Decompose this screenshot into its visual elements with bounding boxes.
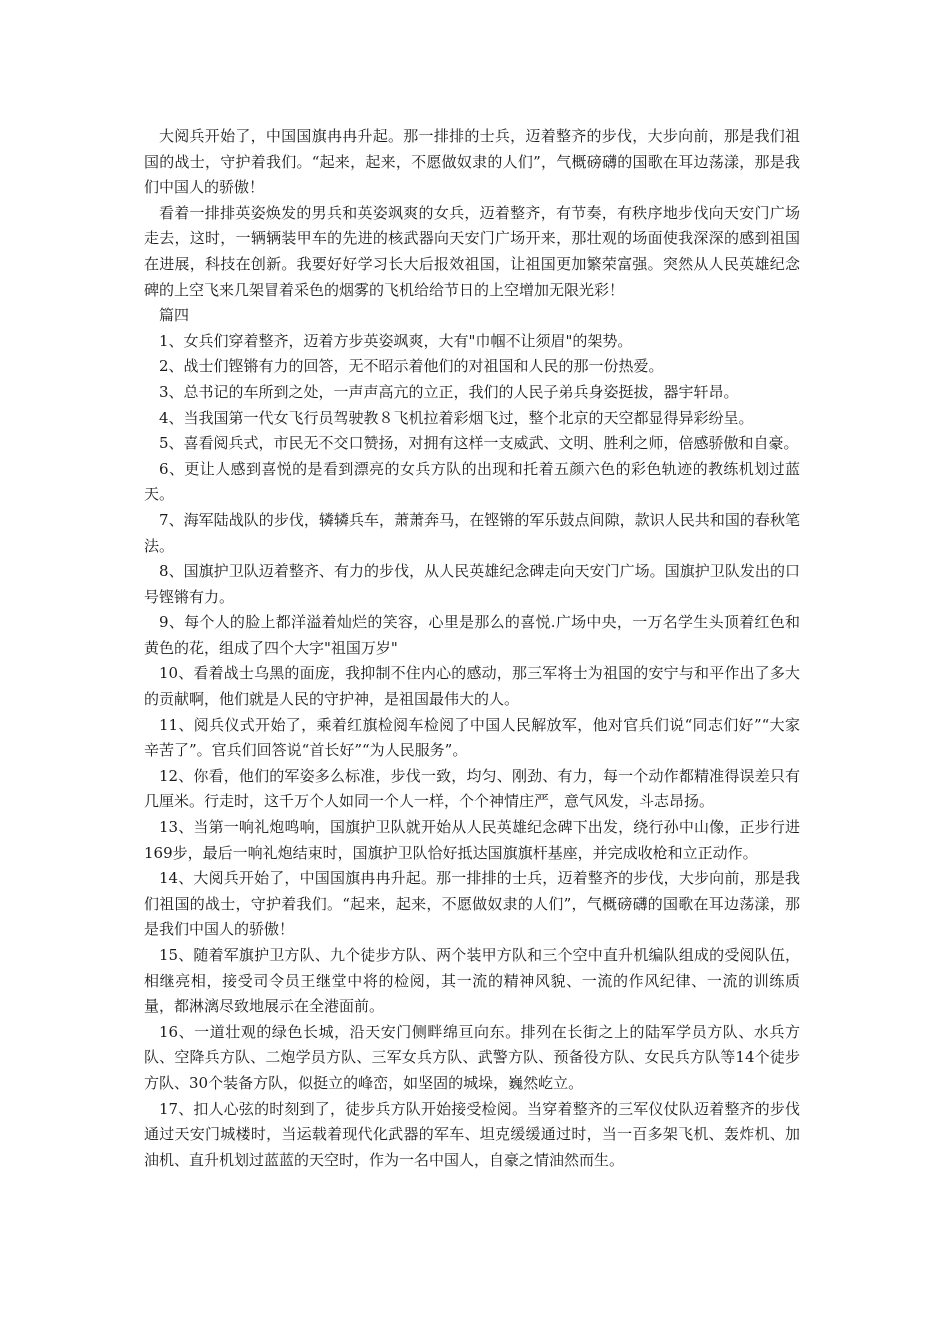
list-item: 12、你看，他们的军姿多么标准，步伐一致，均匀、刚劲、有力，每一个动作都精准得误差只有几厘米。行走时，这千万个人如同一个人一样，个个神情庄严，意气风发，斗志昂扬。 bbox=[144, 766, 800, 811]
list-item: 15、随着军旗护卫方队、九个徒步方队、两个装甲方队和三个空中直升机编队组成的受阅队伍，相继亮相，接受司令员王继堂中将的检阅，其一流的精神风貌、一流的作风纪律、一流的训练质量，都淋漓尽致地展示在全港面前。 bbox=[144, 946, 800, 1016]
document-body bbox=[144, 124, 800, 1173]
list-item: 10、看着战士乌黑的面庞，我抑制不住内心的感动，那三军将士为祖国的安宁与和平作出了多大的贡献啊，他们就是人民的守护神，是祖国最伟大的人。 bbox=[144, 664, 800, 709]
list-item: 14、大阅兵开始了，中国国旗冉冉升起。那一排排的士兵，迈着整齐的步伐，大步向前，那是我们祖国的战士，守护着我们。“起来，起来，不愿做奴隶的人们”，气概磅礴的国歌在耳边荡漾，那是我们中国人的骄傲！ bbox=[144, 869, 800, 939]
list-item: 6、更让人感到喜悦的是看到漂亮的女兵方队的出现和托着五颜六色的彩色轨迹的教练机划过蓝天。 bbox=[144, 459, 800, 504]
list-item: 1、女兵们穿着整齐，迈着方步英姿飒爽，大有"巾帼不让须眉"的架势。 bbox=[159, 331, 633, 350]
list-item: 16、一道壮观的绿色长城，沿天安门侧畔绵亘向东。排列在长街之上的陆军学员方队、水兵方队、空降兵方队、二炮学员方队、三军女兵方队、武警方队、预备役方队、女民兵方队等14个徒步方队、30个装备方队，似挺立的峰峦，如坚固的城垛，巍然屹立。 bbox=[144, 1022, 800, 1092]
intro-paragraph-2: 看着一排排英姿焕发的男兵和英姿飒爽的女兵，迈着整齐，有节奏，有秩序地步伐向天安门广场走去，这时，一辆辆装甲车的先进的核武器向天安门广场开来，那壮观的场面使我深深的感到祖国在进展，科技在创新。我要好好学习长大后报效祖国，让祖国更加繁荣富强。突然从人民英雄纪念碑的上空飞来几架冒着采色的烟雾的飞机给给节日的上空增加无限光彩！ bbox=[144, 203, 800, 299]
intro-paragraph-1: 大阅兵开始了，中国国旗冉冉升起。那一排排的士兵，迈着整齐的步伐，大步向前，那是我们祖国的战士，守护着我们。“起来，起来，不愿做奴隶的人们”，气概磅礴的国歌在耳边荡漾，那是我们中国人的骄傲！ bbox=[144, 127, 800, 197]
list-item: 5、喜看阅兵式，市民无不交口赞扬，对拥有这样一支威武、文明、胜利之师，倍感骄傲和自豪。 bbox=[159, 434, 799, 453]
list-item: 17、扣人心弦的时刻到了，徒步兵方队开始接受检阅。当穿着整齐的三军仪仗队迈着整齐的步伐通过天安门城楼时，当运载着现代化武器的军车、坦克缓缓通过时，当一百多架飞机、轰炸机、加油机、直升机划过蓝蓝的天空时，作为一名中国人，自豪之情油然而生。 bbox=[144, 1099, 800, 1169]
list-item: 2、战士们铿锵有力的回答，无不昭示着他们的对祖国和人民的那一份热爱。 bbox=[159, 357, 664, 376]
list-item: 11、阅兵仪式开始了，乘着红旗检阅车检阅了中国人民解放军，他对官兵们说“同志们好”“大家辛苦了”。官兵们回答说“首长好”“为人民服务”。 bbox=[144, 715, 800, 760]
list-item: 3、总书记的车所到之处，一声声高亢的立正，我们的人民子弟兵身姿挺拔，器宇轩昂。 bbox=[159, 382, 739, 401]
section-heading: 篇四 bbox=[159, 306, 190, 325]
list-item: 7、海军陆战队的步伐，辚辚兵车，萧萧奔马，在铿锵的军乐鼓点间隙，款识人民共和国的春秋笔法。 bbox=[144, 510, 800, 555]
list-item: 8、国旗护卫队迈着整齐、有力的步伐，从人民英雄纪念碑走向天安门广场。国旗护卫队发出的口号铿锵有力。 bbox=[144, 562, 800, 606]
list-item: 4、当我国第一代女飞行员驾驶教８飞机拉着彩烟飞过，整个北京的天空都显得异彩纷呈。 bbox=[159, 408, 754, 427]
list-item: 9、每个人的脸上都洋溢着灿烂的笑容，心里是那么的喜悦.广场中央，一万名学生头顶着红色和黄色的花，组成了四个大字"祖国万岁" bbox=[144, 613, 800, 657]
list-item: 13、当第一响礼炮鸣响，国旗护卫队就开始从人民英雄纪念碑下出发，绕行孙中山像，正步行进169步，最后一响礼炮结束时，国旗护卫队恰好抵达国旗旗杆基座，并完成收枪和立正动作。 bbox=[144, 818, 800, 862]
